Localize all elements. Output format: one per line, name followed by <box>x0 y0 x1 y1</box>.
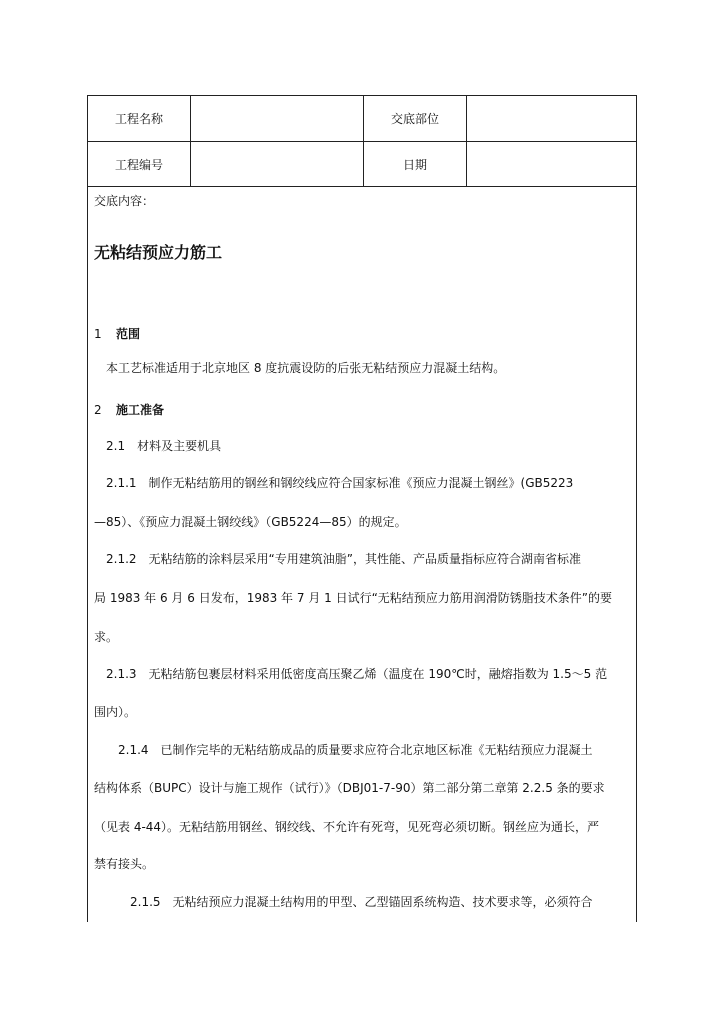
paragraph-line: 2.1.3 无粘结筋包裹层材料采用低密度高压聚乙烯（温度在 190℃时，融熔指数为 1.5～5 范 <box>106 667 608 681</box>
paragraph-line: 局 1983 年 6 月 6 日发布，1983 年 7 月 1 日试行“无粘结预应力筋用润滑防锈脂技术条件”的要 <box>94 591 613 605</box>
location-label: 交底部位 <box>390 112 439 126</box>
paragraph-line: 围内）。 <box>94 705 137 719</box>
paragraph-line: 结构体系（BUPC）设计与施工规作（试行）》（DBJ01-7-90）第二部分第二章第 2.2.5 条的要求 <box>94 781 605 795</box>
section-2-heading <box>94 401 164 418</box>
row-divider <box>88 186 636 187</box>
section-label: 施工准备 <box>116 403 165 417</box>
paragraph-line: 求。 <box>94 630 119 644</box>
project-name-value[interactable] <box>191 96 363 141</box>
section-1-heading <box>94 325 140 342</box>
paragraph-line: （见表 4-44）。无粘结筋用钢丝、钢绞线、不允许有死弯，见死弯必须切断。钢丝应为通长，严 <box>94 820 600 834</box>
paragraph-line: 2.1.2 无粘结筋的涂料层采用“专用建筑油脂”，其性能、产品质量指标应符合湖南省标准 <box>106 552 581 566</box>
paragraph-line: 2.1.4 已制作完毕的无粘结筋成品的质量要求应符合北京地区标准《无粘结预应力混凝土 <box>118 743 593 757</box>
disclosure-form <box>87 95 637 922</box>
date-label: 日期 <box>402 157 427 172</box>
document-title: 无粘结预应力筋工 <box>94 243 223 262</box>
project-no-value[interactable] <box>191 142 363 186</box>
paragraph-line: 2.1.1 制作无粘结筋用的钢丝和钢绞线应符合国家标准《预应力混凝土钢丝》(GB5223 <box>106 476 574 490</box>
paragraph-line: 2.1.5 无粘结预应力混凝土结构用的甲型、乙型锚固系统构造、技术要求等，必须符合 <box>130 895 593 909</box>
date-value[interactable] <box>467 142 637 186</box>
content-intro-label: 交底内容： <box>94 194 155 208</box>
section-number: 2 <box>94 403 102 417</box>
scope-paragraph: 本工艺标准适用于北京地区 8 度抗震设防的后张无粘结预应力混凝土结构。 <box>106 361 506 375</box>
subsection-2-1: 2.1 材料及主要机具 <box>106 439 222 453</box>
location-value[interactable] <box>467 96 637 141</box>
project-name-label: 工程名称 <box>114 112 163 126</box>
paragraph-line: —85）、《预应力混凝土钢绞线》（GB5224—85）的规定。 <box>94 515 407 529</box>
paragraph-line: 禁有接头。 <box>94 857 155 871</box>
section-number: 1 <box>94 327 102 341</box>
section-label: 范围 <box>116 327 141 341</box>
project-no-label: 工程编号 <box>114 157 163 172</box>
